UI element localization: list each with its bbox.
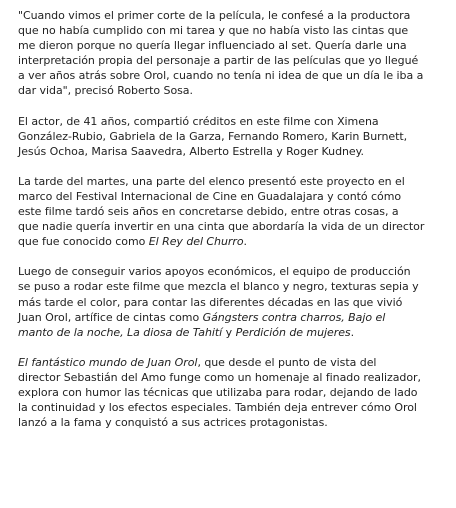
text-line [18, 129, 456, 144]
text-line [18, 219, 456, 234]
text-run: Jesús Ochoa, Marisa Saavedra, Alberto Estrella y Roger Kudney. [18, 144, 364, 158]
text-line [18, 144, 456, 159]
article-paragraph [18, 8, 456, 99]
text-run: Juan Orol, artífice de cintas como [18, 310, 203, 324]
italic-title-text: manto de la noche, La diosa de Tahití [18, 325, 223, 339]
text-run: , que desde el punto de vista del [197, 355, 377, 369]
text-run: director Sebastián del Amo funge como un homenaje al finado realizador, [18, 370, 421, 384]
text-run: . [243, 235, 247, 249]
text-line [18, 310, 456, 325]
text-line [18, 385, 456, 400]
article-paragraph [18, 114, 456, 159]
text-run: que fue conocido como [18, 235, 149, 249]
italic-title-text: Perdición de mujeres [235, 325, 351, 339]
text-run: que nadie quería invertir en una cinta que abordaría la vida de un director [18, 220, 425, 234]
article-paragraph [18, 355, 456, 430]
text-run: que no había cumplido con mi tarea y que no había visto las cintas que [18, 24, 409, 38]
text-run: El actor, de 41 años, compartió créditos en este filme con Ximena [18, 114, 379, 128]
text-line [18, 370, 456, 385]
text-line [18, 8, 456, 23]
text-run: dar vida", precisó Roberto Sosa. [18, 84, 193, 98]
text-line [18, 264, 456, 279]
article-paragraph [18, 264, 456, 339]
text-line [18, 53, 456, 68]
text-line [18, 295, 456, 310]
text-line [18, 325, 456, 340]
text-run: más tarde el color, para contar las diferentes décadas en las que vivió [18, 295, 403, 309]
text-line [18, 83, 456, 98]
text-run: La tarde del martes, una parte del elenco presentó este proyecto en el [18, 174, 405, 188]
text-line [18, 279, 456, 294]
text-line [18, 415, 456, 430]
text-run: explora con humor las técnicas que utilizaba para rodar, dejando de lado [18, 385, 418, 399]
text-run: lanzó a la fama y conquistó a sus actrices protagonistas. [18, 416, 328, 430]
text-line [18, 400, 456, 415]
text-line [18, 189, 456, 204]
text-run: y [222, 325, 236, 339]
text-run: me dieron porque no quería llegar influenciado al set. Quería darle una [18, 39, 407, 53]
text-run: marco del Festival Internacional de Cine en Guadalajara y contó cómo [18, 189, 402, 203]
italic-title-text: El fantástico mundo de Juan Orol [18, 355, 198, 369]
text-run: este filme tardó seis años en concretarse debido, entre otras cosas, a [18, 205, 399, 219]
text-run: se puso a rodar este filme que mezcla el blanco y negro, texturas sepia y [18, 280, 419, 294]
text-line [18, 174, 456, 189]
text-line [18, 204, 456, 219]
article-paragraph [18, 174, 456, 249]
text-line [18, 23, 456, 38]
text-line [18, 38, 456, 53]
text-line [18, 355, 456, 370]
text-run: González-Rubio, Gabriela de la Garza, Fernando Romero, Karin Burnett, [18, 129, 408, 143]
text-line [18, 68, 456, 83]
text-run: la continuidad y los efectos especiales. También deja entrever cómo Orol [18, 401, 417, 415]
text-run: interpretación propia del personaje a partir de las películas que yo llegué [18, 54, 419, 68]
italic-title-text: El Rey del Churro [148, 235, 244, 249]
italic-title-text: Gángsters contra charros, Bajo el [202, 310, 386, 324]
text-run: "Cuando vimos el primer corte de la película, le confesé a la productora [18, 9, 411, 22]
text-run: Luego de conseguir varios apoyos económicos, el equipo de producción [18, 265, 411, 279]
text-line [18, 114, 456, 129]
text-run: . [350, 325, 355, 339]
text-run: a ver años atrás sobre Orol, cuando no tenía ni idea de que un día le iba a [18, 69, 424, 83]
text-line [18, 234, 456, 249]
